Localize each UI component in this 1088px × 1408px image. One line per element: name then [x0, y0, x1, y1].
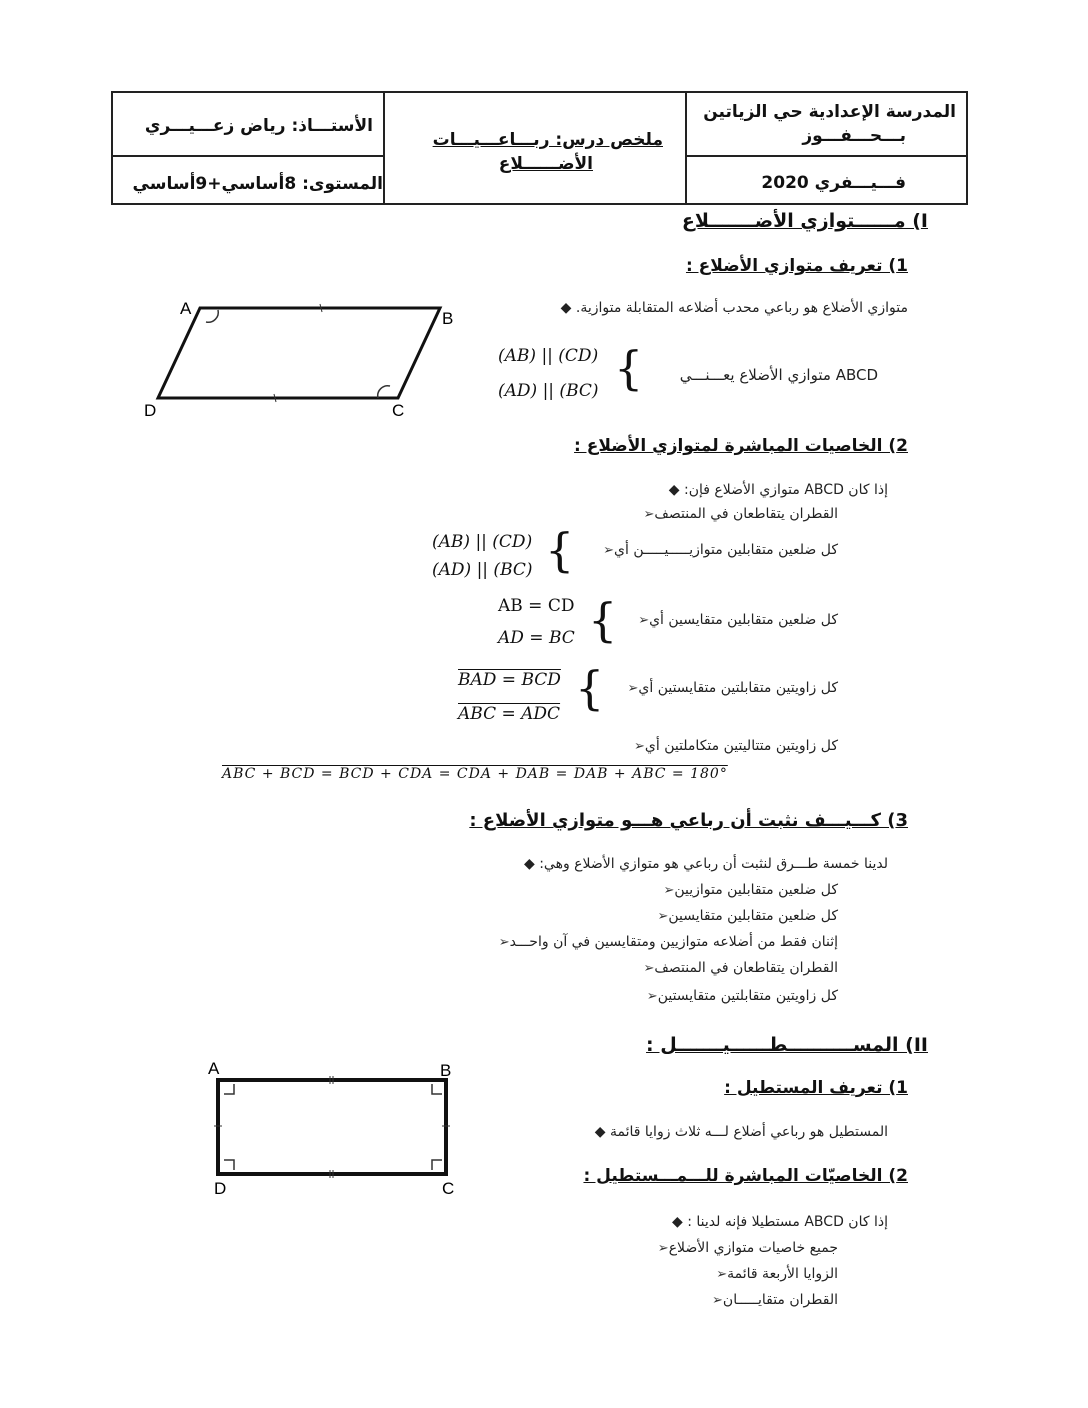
arrow-icon: ➢: [716, 1267, 728, 1282]
teacher-name: الأستـــاذ: رياض زعـــيـــري: [144, 116, 373, 136]
p5-eq: ABC + BCD = BCD + CDA = CDA + DAB = DAB + ABC = 180°: [222, 766, 728, 782]
arrow-icon: ➢: [663, 883, 675, 898]
arrow-icon: ➢: [633, 739, 645, 754]
arrow-icon: ➢: [643, 507, 655, 522]
p2-eq-1: (AB) || (CD): [432, 532, 533, 552]
bullet-icon: ◆: [668, 482, 680, 498]
header-divider: [685, 93, 687, 203]
def-eq-1: (AB) || (CD): [498, 346, 599, 366]
header-table: [111, 91, 968, 205]
school-name: المدرسة الإعدادية حي الزياتين: [703, 102, 956, 122]
arrow-icon: ➢: [498, 935, 510, 950]
property-1: القطران يتقاطعان في المنتصف➢: [643, 506, 838, 522]
vertex-label-a: A: [208, 1059, 220, 1078]
section-2-2-title: 2) الخاصيّات المباشرة للـــمـــستطيل :: [583, 1166, 908, 1186]
vertex-label-b: B: [442, 309, 454, 328]
header-divider: [113, 155, 383, 157]
rectangle-property-3: القطران متقايـــــان➢: [712, 1292, 838, 1308]
vertex-label-a: A: [180, 299, 192, 318]
vertex-label-c: C: [442, 1179, 455, 1198]
properties-intro: إذا كان ABCD متوازي الأضلاع فإن: ◆: [666, 482, 888, 498]
p3-eq-2: AD = BC: [498, 628, 575, 648]
vertex-label-c: C: [392, 401, 405, 420]
header-divider: [685, 155, 966, 157]
arrow-icon: ➢: [657, 1241, 669, 1256]
arrow-icon: ➢: [646, 989, 658, 1004]
rectangle-property-1: جميع خاصيات متوازي الأضلاع➢: [657, 1240, 838, 1256]
property-4: كل زاويتين متقابلتين متقايستين أي➢: [627, 680, 838, 696]
property-5: كل زاويتين متتاليتين متكاملتين أي➢: [633, 738, 838, 754]
parallelogram-figure: [140, 296, 470, 420]
def-eq-2: (AD) || (BC): [498, 381, 599, 401]
bullet-icon: ◆: [560, 300, 572, 316]
brace-icon: {: [614, 341, 644, 395]
arrow-icon: ➢: [603, 543, 615, 558]
arrow-icon: ➢: [657, 909, 669, 924]
arrow-icon: ➢: [627, 681, 639, 696]
rectangle-definition: المستطيل هو رباعي أضلاع لـــه ثلاث زوايا قائمة ◆: [592, 1124, 888, 1140]
arrow-icon: ➢: [638, 613, 650, 628]
bullet-icon: ◆: [523, 856, 535, 872]
method-5: كل زاويتين متقابلتين متقايستين➢: [646, 988, 838, 1004]
section-1-3-title: 3) كـــيـــف نثبت أن رباعي هـــو متوازي الأضلاع :: [469, 810, 908, 831]
rectangle-figure: [200, 1058, 480, 1200]
property-3: كل ضلعين متقابلين متقايسين أي➢: [638, 612, 838, 628]
level: المستوى: 8أساسي+9أساسي: [132, 174, 383, 194]
lesson-title: ملخص درس: ربـــاعـــيـــات: [432, 130, 663, 150]
section-1-title: I) مــــــتوازي الأضـــــــلاع: [681, 210, 928, 232]
brace-icon: {: [545, 523, 575, 577]
p3-eq-1: AB = CD: [498, 596, 575, 616]
brace-icon: {: [588, 593, 618, 647]
arrow-icon: ➢: [643, 961, 655, 976]
bullet-icon: ◆: [594, 1124, 606, 1140]
section-2-title: II) المســــــــــطــــــيـــــــل :: [646, 1034, 928, 1056]
brace-icon: {: [575, 661, 605, 715]
rectangle-properties-intro: إذا كان ABCD مستطيلا فإنه لدينا : ◆: [669, 1214, 888, 1230]
arrow-icon: ➢: [712, 1293, 723, 1308]
header-divider: [383, 93, 385, 203]
p4-eq-2: ABC = ADC: [458, 704, 561, 724]
lesson-subtitle: الأضــــــلاع: [498, 154, 593, 174]
p2-eq-2: (AD) || (BC): [432, 560, 533, 580]
parallelogram-definition: متوازي الأضلاع هو رباعي محدب أضلاعه المتقابلة متوازية. ◆: [557, 300, 908, 316]
vertex-label-b: B: [440, 1061, 452, 1080]
vertex-label-d: D: [144, 401, 157, 420]
bullet-icon: ◆: [671, 1214, 683, 1230]
section-2-1-title: 1) تعريف المستطيل :: [724, 1078, 908, 1098]
property-2: كل ضلعين متقابلين متوازيـــــيـــــن أي➢: [603, 542, 838, 558]
p4-eq-1: BAD = BCD: [458, 670, 561, 690]
method-2: كل ضلعين متقابلين متقايسين➢: [657, 908, 838, 924]
method-3: إثنان فقط من أضلاعه متوازيين ومتقايسين في آن واحـــد➢: [498, 934, 838, 950]
vertex-label-d: D: [214, 1179, 227, 1198]
header-date: فـــيـــفري 2020: [761, 173, 906, 193]
methods-intro: لدينا خمسة طـــرق لنثبت أن رباعي هو متوازي الأضلاع وهي: ◆: [521, 856, 888, 872]
method-4: القطران يتقاطعان في المنتصف➢: [643, 960, 838, 976]
method-1: كل ضلعين متقابلين متوازيين➢: [663, 882, 838, 898]
parallelogram-meaning: ABCD متوازي الأضلاع يعـــنـــي: [679, 366, 878, 384]
section-1-2-title: 2) الخاصيات المباشرة لمتوازي الأضلاع :: [574, 436, 908, 456]
section-1-1-title: 1) تعريف متوازي الأضلاع :: [685, 256, 908, 276]
school-city: بـــحـــفـــوز: [802, 126, 906, 146]
rectangle-property-2: الزوايا الأربعة قائمة➢: [716, 1266, 838, 1282]
